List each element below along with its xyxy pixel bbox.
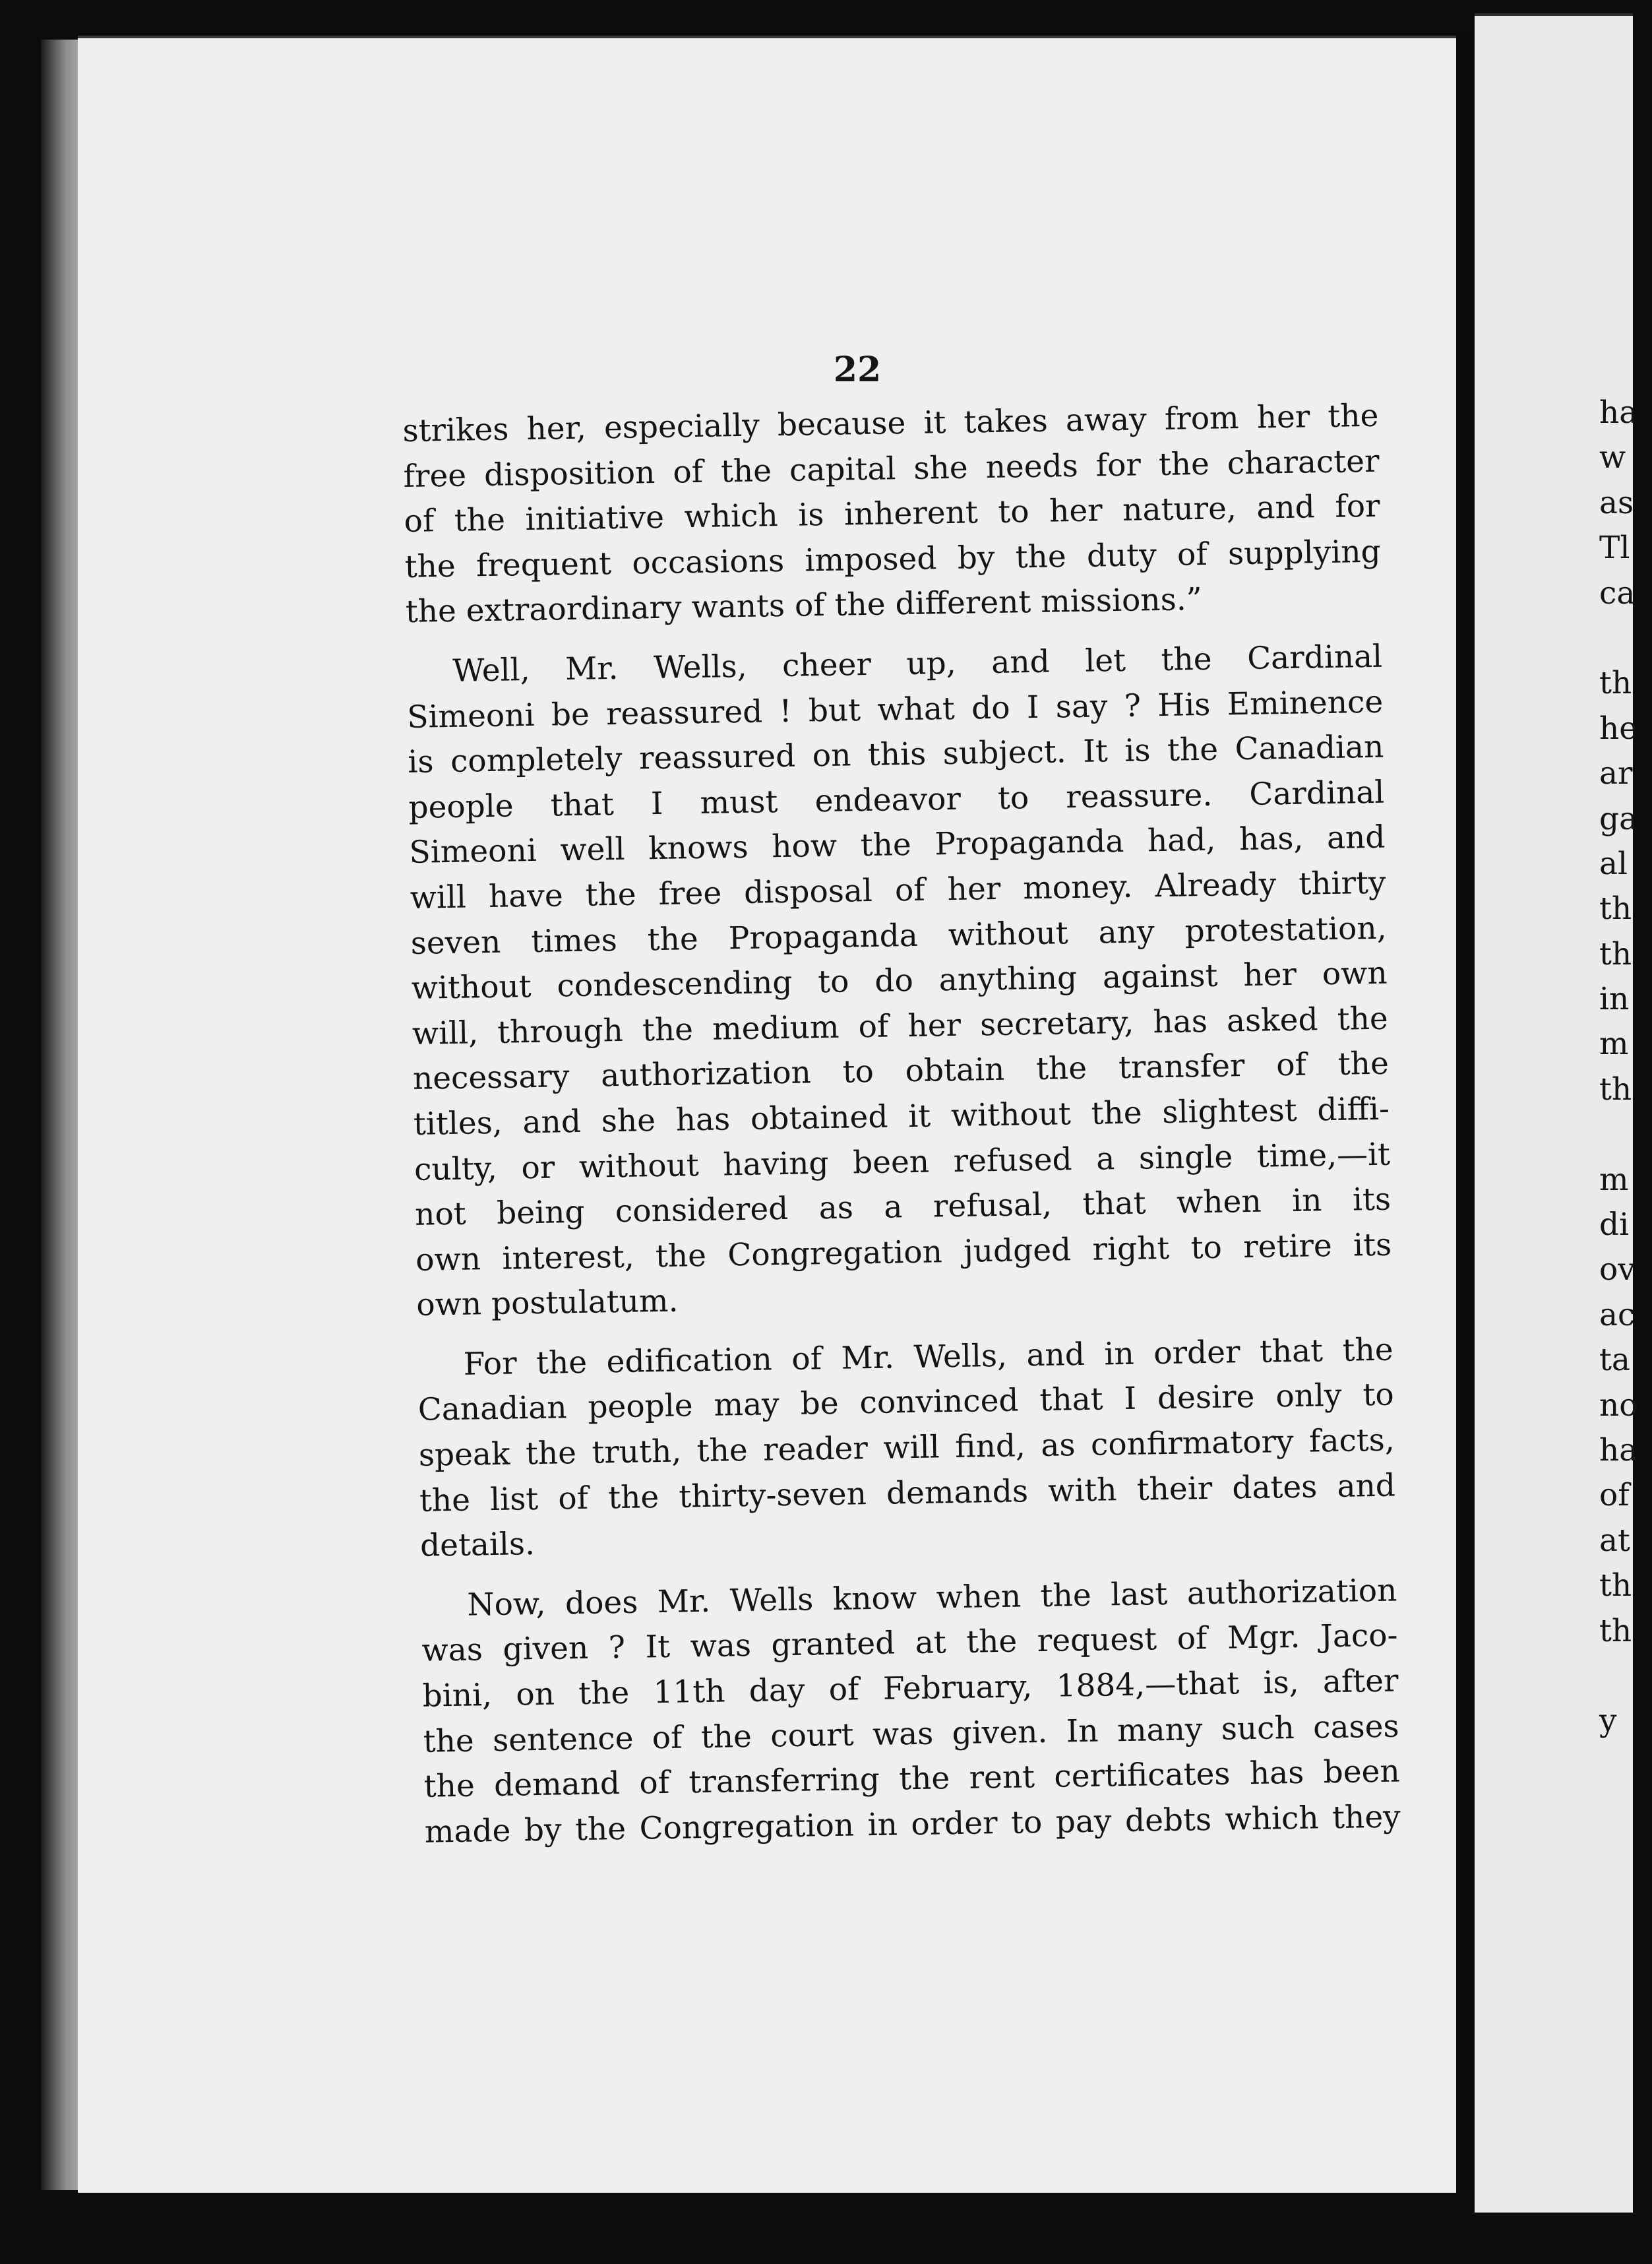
text-line: without condescending to do anything against her own: [411, 955, 1388, 1007]
adjacent-page-fragment: th: [1599, 1567, 1632, 1604]
text-line: titles, and she has obtained it without the slightest diffi-: [413, 1090, 1390, 1143]
adjacent-page-fragment: m: [1599, 1026, 1629, 1063]
adjacent-page-fragment: w: [1599, 439, 1626, 476]
text-line: Simeoni well knows how the Propaganda had, has, and: [409, 819, 1386, 871]
text-line: of the initiative which is inherent to her nature, and for: [404, 487, 1380, 540]
text-line: the demand of transferring the rent certificates has been: [423, 1753, 1401, 1805]
text-line: was given ? It was granted at the request of Mgr. Jaco-: [421, 1617, 1398, 1670]
adjacent-page-fragment: as: [1599, 484, 1634, 521]
text-line: people that I must endeavor to reassure. Cardinal: [408, 774, 1385, 826]
adjacent-page-fragment: ga: [1599, 800, 1638, 837]
text-line: Simeoni be reassured ! but what do I say ? His Eminence: [406, 683, 1384, 736]
adjacent-page-fragment: [1599, 1654, 1652, 1699]
text-line: is completely reassured on this subject. It is the Canadian: [407, 728, 1384, 781]
text-line: strikes her, especially because it takes away from her the: [402, 397, 1379, 449]
adjacent-page-fragment: th: [1599, 891, 1632, 928]
text-line: Well, Mr. Wells, cheer up, and let the Cardinal: [452, 638, 1383, 689]
text-line: own postulatum.: [415, 1282, 679, 1324]
adjacent-page-fragment: [1599, 1112, 1652, 1157]
text-line: seven times the Propaganda without any protestation,: [410, 910, 1387, 962]
text-line: own interest, the Congregation judged right to retire its: [415, 1226, 1392, 1278]
adjacent-page-fragment: ca: [1599, 575, 1636, 612]
adjacent-page-fragment: ar: [1599, 755, 1633, 792]
adjacent-page-fragment: di: [1599, 1207, 1630, 1243]
page-number: 22: [833, 350, 882, 390]
adjacent-page-fragment: Tl: [1599, 530, 1630, 567]
text-line: speak the truth, the reader will find, as confirmatory facts,: [418, 1422, 1395, 1474]
adjacent-page-fragment: th: [1599, 665, 1632, 702]
text-line: free disposition of the capital she needs for the character: [403, 443, 1380, 495]
text-line: Now, does Mr. Wells know when the last authorization: [467, 1572, 1397, 1623]
text-line: necessary authorization to obtain the transfer of the: [412, 1045, 1390, 1098]
text-line: will, through the medium of her secretary, has asked the: [412, 1000, 1389, 1052]
adjacent-page-fragment: at: [1599, 1522, 1630, 1559]
text-line: the extraordinary wants of the different missions.”: [405, 581, 1203, 631]
text-line: Canadian people may be convinced that I desire only to: [417, 1377, 1395, 1429]
adjacent-page-fragment: ov: [1599, 1251, 1636, 1288]
text-line: made by the Congregation in order to pay debts which they: [424, 1798, 1401, 1850]
adjacent-page-fragment: ac: [1599, 1296, 1636, 1333]
adjacent-page-fragment: al: [1599, 845, 1628, 882]
text-line: bini, on the 11th day of February, 1884,—that is, after: [422, 1662, 1399, 1714]
adjacent-page-text: [1599, 391, 1652, 1744]
adjacent-page-fragment: m: [1599, 1161, 1629, 1198]
adjacent-page-fragment: in: [1599, 981, 1630, 1018]
adjacent-page-fragment: th: [1599, 935, 1632, 972]
adjacent-page-fragment: ta: [1599, 1342, 1630, 1379]
text-line: the list of the thirty-seven demands with their dates and: [419, 1467, 1396, 1519]
text-line: the sentence of the court was given. In many such cases: [423, 1708, 1399, 1760]
adjacent-page-fragment: he: [1599, 710, 1638, 747]
text-line: will have the free disposal of her money. Already thirty: [410, 864, 1386, 916]
text-line: culty, or without having been refused a single time,—it: [413, 1136, 1391, 1188]
adjacent-page-fragment: [1599, 616, 1652, 661]
adjacent-page-fragment: y: [1599, 1703, 1617, 1740]
adjacent-page-fragment: of: [1599, 1477, 1630, 1514]
page-gutter: [1456, 36, 1475, 2190]
adjacent-page-fragment: th: [1599, 1071, 1632, 1108]
text-line: details.: [419, 1526, 535, 1565]
text-line: not being considered as a refusal, that when in its: [414, 1181, 1392, 1233]
adjacent-page-fragment: ha: [1599, 394, 1638, 431]
adjacent-page-fragment: no: [1599, 1387, 1638, 1424]
text-line: the frequent occasions imposed by the duty of supplying: [404, 533, 1382, 585]
adjacent-page-fragment: ha: [1599, 1431, 1638, 1468]
body-text: [402, 394, 1401, 1855]
adjacent-page-fragment: th: [1599, 1612, 1632, 1649]
text-line: For the edification of Mr. Wells, and in order that the: [463, 1331, 1394, 1383]
